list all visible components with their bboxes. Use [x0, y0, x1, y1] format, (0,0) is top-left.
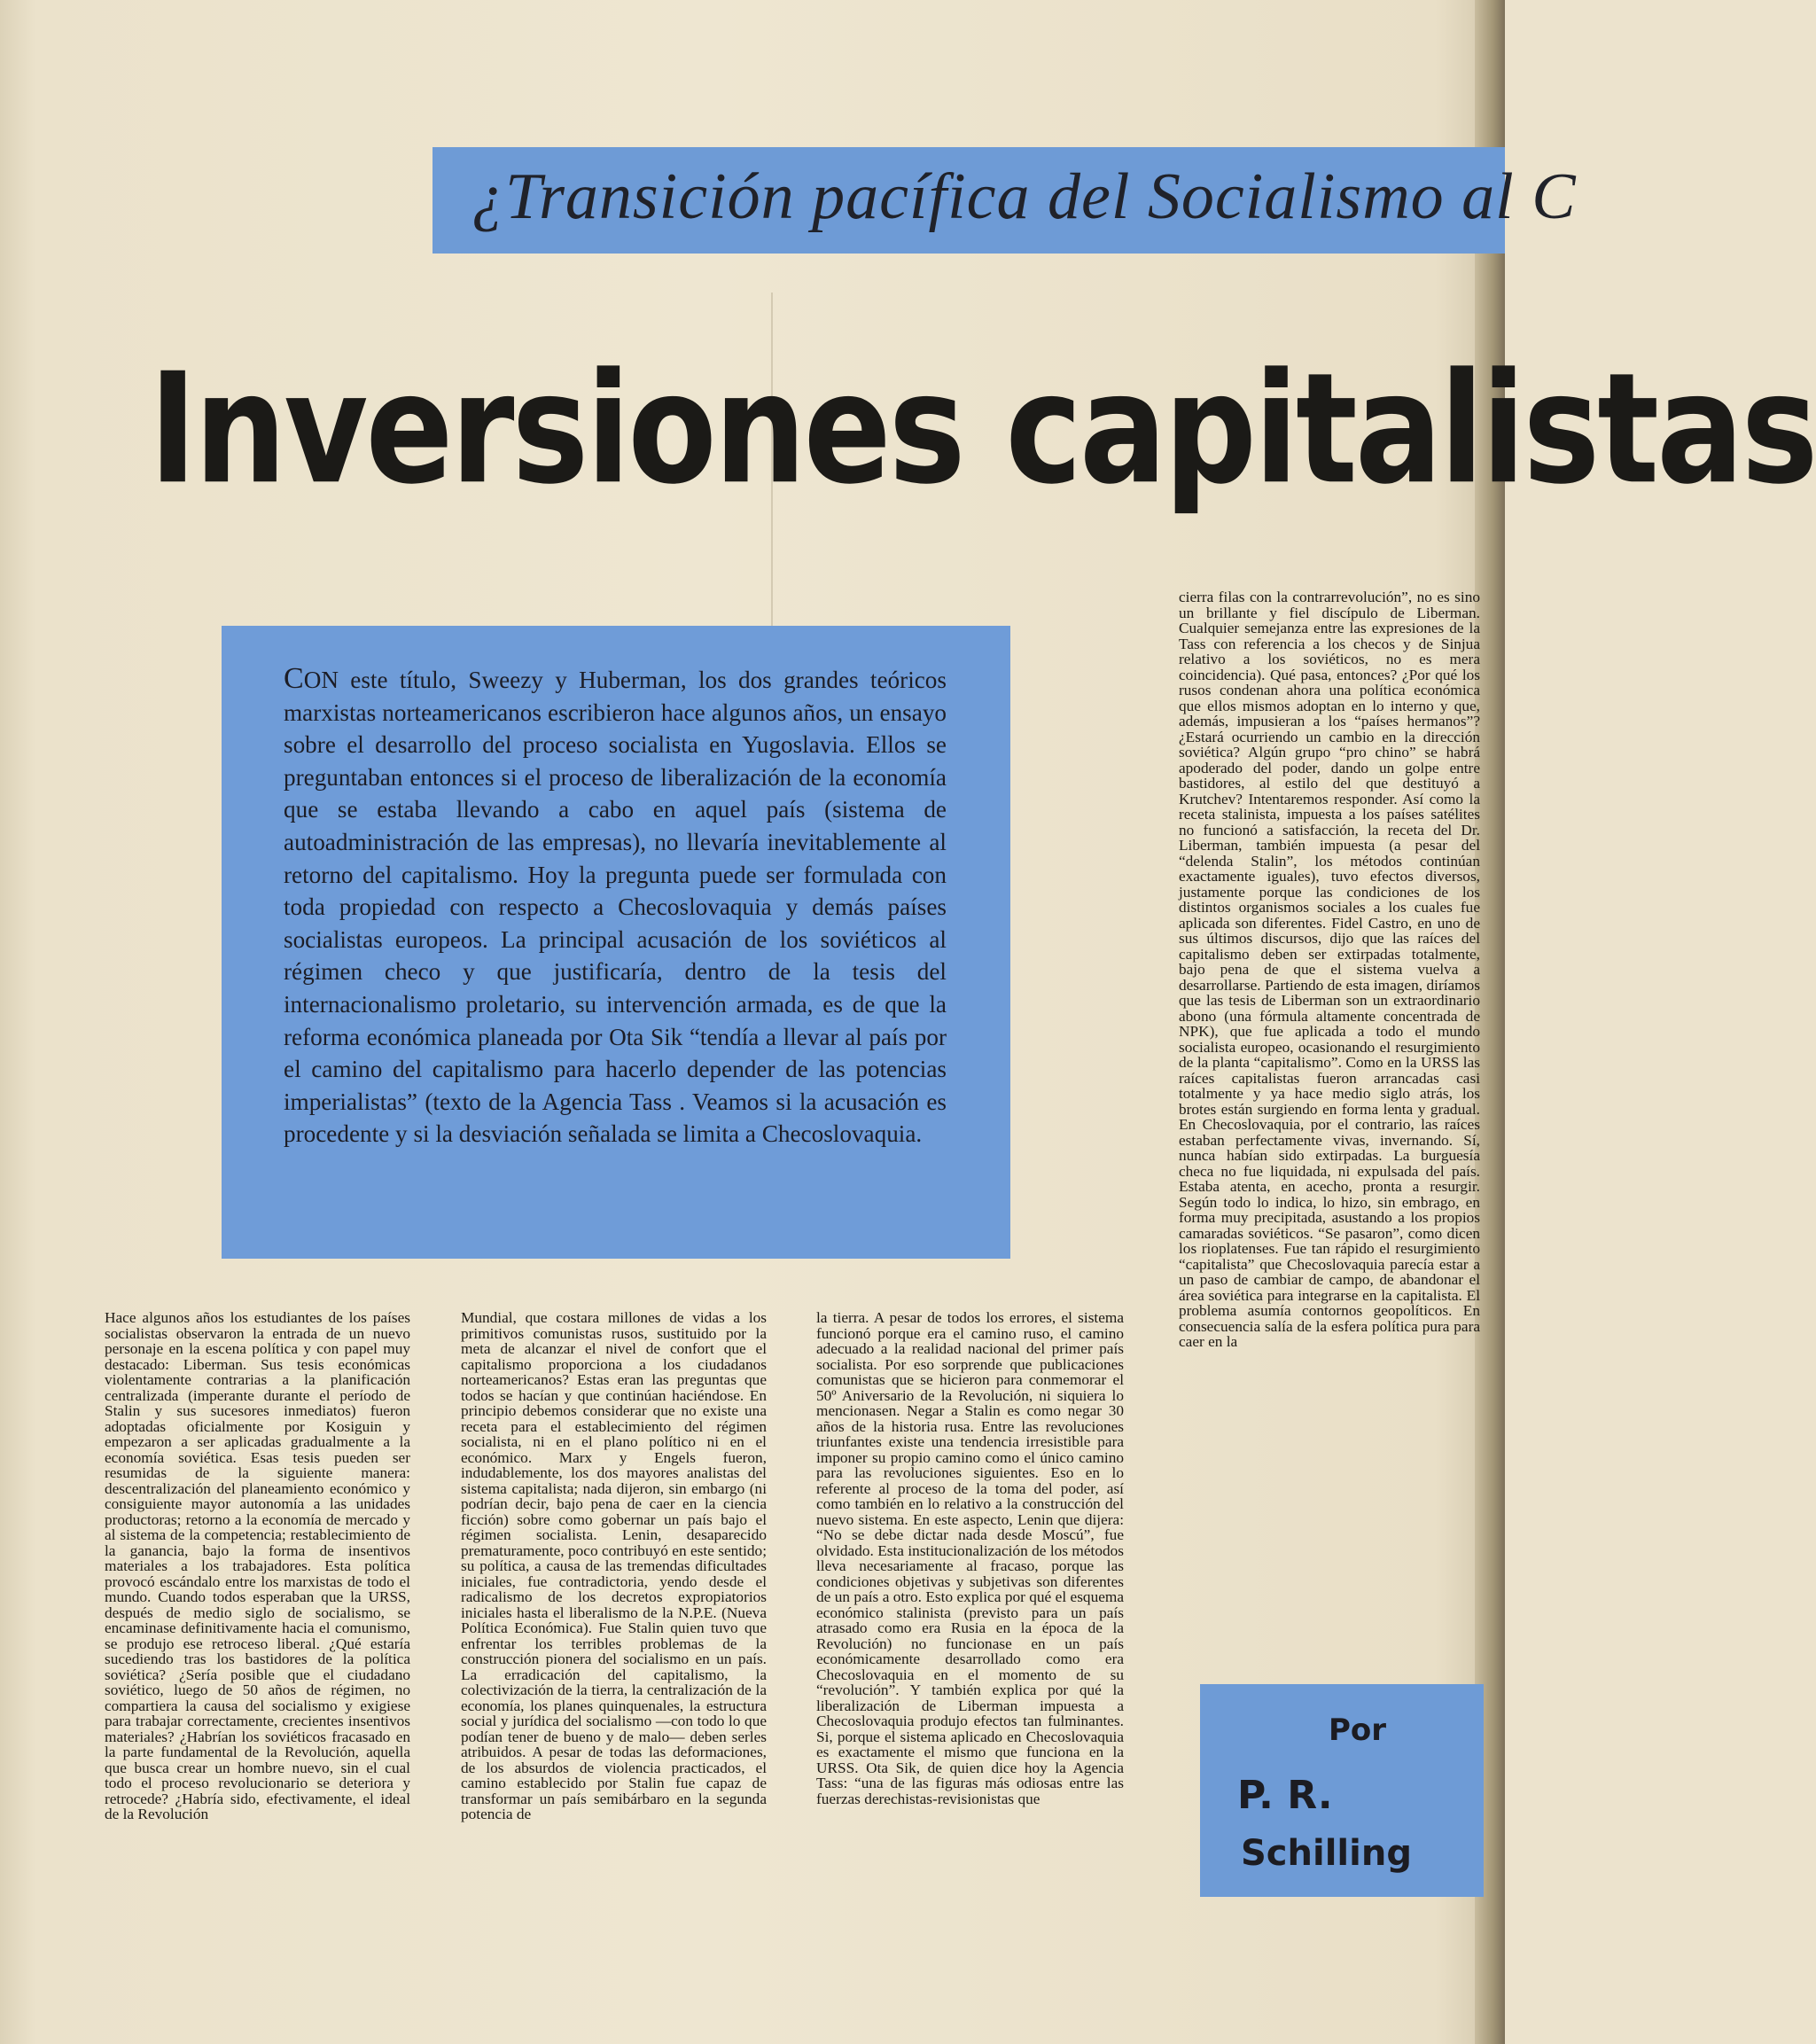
intro-box: [222, 626, 1010, 1259]
kicker-title: ¿Transición pacífica del Socialismo al C: [472, 160, 1577, 233]
article-column-3: la tierra. A pesar de todos los errores, el sistema funcionó porque era el camino ruso, el camino adecuado a la realidad nacional del primer país socialista. Por eso sorprende que publicaciones comunistas que se hicieron para conmemorar el 50º Aniversario de la Revolución, ni siquiera lo mencionasen. Negar a Stalin es como negar 30 años de la historia rusa. Entre las revoluciones triunfantes existe una tendencia irresistible para imponer su propio camino como el único camino para las revoluciones siguientes. Eso en lo referente al proceso de la toma del poder, así como también en lo relativo a la construcción del nuevo sistema. En este aspecto, Lenin que dijera: “No se debe dictar nada desde Moscú”, fue olvidado. Esta institucionalización de los métodos lleva necesariamente al fracaso, porque las condiciones objetivas y subjetivas son diferentes de un país a otro. Esto explica por qué el esquema económico stalinista (previsto para un país atrasado como era Rusia en la época de la Revolución) no funcionase en un país económicamente desarrollado como era Checoslovaquia en el momento de su “revolución”. Y también explica por qué la liberalización de Liberman impuesta a Checoslovaquia produjo efectos tan fulminantes. Si, porque el sistema aplicado en Checoslovaquia es exactamente el mismo que funciona en la URSS. Ota Sik, de quien dice hoy la Agencia Tass: “una de las figuras más odiosas entre las fuerzas derechistas-revisionistas que: [816, 1309, 1124, 1807]
bleed-through-text: [218, 222, 233, 283]
article-column-4: cierra filas con la contrarrevolución”, no es sino un brillante y fiel discípulo de Liberman. Cualquier semejanza entre las expresiones de la Tass con referencia a los checos y de Sinjua relativo a los soviéticos, no es mera coincidencia). Qué pasa, entonces? ¿Por qué los rusos condenan ahora una política económica que ellos mismos adoptan en lo interno y que, además, impusieran a los “países hermanos”? ¿Estará ocurriendo un cambio en la dirección soviética? Algún grupo “pro chino” se habrá apoderado del poder, dando un golpe entre bastidores, al estilo del que destituyó a Krutchev? Intentaremos responder. Así como la receta stalinista, impuesta a los países satélites no funcionó a satisfacción, la receta del Dr. Liberman, también impuesta (a pesar del “delenda Stalin”, los métodos continúan exactamente iguales), tuvo efectos diversos, justamente porque las condiciones de los distintos organismos sociales a los cuales fue aplicada son diferentes. Fidel Castro, en uno de sus últimos discursos, dijo que las raíces del capitalismo deben ser extirpadas totalmente, bajo pena de que el sistema vuelva a desarrollarse. Partiendo de esta imagen, diríamos que las tesis de Liberman son un extraordinario abono (una fórmula altamente concentrada de NPK), que fue aplicada a todo el mundo socialista europeo, ocasionando el resurgimiento de la planta “capitalismo”. Como en la URSS las raíces capitalistas fueron arrancadas casi totalmente y ya hace medio siglo atrás, los brotes están surgiendo en forma lenta y gradual. En Checoslovaquia, por el contrario, las raíces estaban perfectamente vivas, invernando. Sí, nunca habían sido extirpadas. La burguesía checa no fue liquidada, ni expulsada del país. Estaba atenta, en acecho, pronta a resurgir. Según todo lo indica, lo hizo, sin embrago, en forma muy precipitada, asustando a los propios camaradas soviéticos. “Se pasaron”, como dicen los rioplatenses. Fue tan rápido el resurgimiento “capitalista” que Checoslovaquia parecía estar a un paso de cambiar de campo, de abandonar el área soviética para integrarse en la capitalista. El problema asumía contornos geopolíticos. En consecuencia salía de la esfera política pura para caer en la: [1179, 589, 1480, 1350]
byline-box: [1200, 1684, 1484, 1897]
intro-dropcap: C: [284, 662, 304, 695]
intro-body: ON este título, Sweezy y Huberman, los dos grandes teóricos marxistas norteamericanos escribieron hace algunos años, un ensayo sobre el desarrollo del proceso socialista en Yugoslavia. Ellos se preguntaban entonces si el proceso de liberalización de la economía que se estaba llevando a cabo en aquel país (sistema de autoadministración de las empresas), no llevaría inevitablemente al retorno del capitalismo. Hoy la pregunta puede ser formulada con toda propiedad con respecto a Checoslovaquia y demás países socialistas europeos. La principal acusación de los soviéticos al régimen checo y que justificaría, dentro de la tesis del internacionalismo proletario, su intervención armada, es de que la reforma económica planeada por Ota Sik “tendía a llevar al país por el camino del capitalismo para hacerlo depender de las potencias imperialistas” (texto de la Agencia Tass . Veamos si la acusación es procedente y si la desviación señalada se limita a Checoslovaquia.: [284, 667, 947, 1148]
byline-name: Schilling: [1241, 1833, 1412, 1874]
headline: Inversiones capitalistas: [149, 340, 1816, 519]
intro-text: [284, 663, 947, 1151]
byline-initials: P. R.: [1237, 1773, 1333, 1818]
article-column-1: Hace algunos años los estudiantes de los países socialistas observaron la entrada de un nuevo personaje en la escena política y con papel muy destacado: Liberman. Sus tesis económicas violentamente contrarias a la planificación centralizada (imperante durante el período de Stalin y sus sucesores inmediatos) fueron adoptadas oficialmente por Kosiguin y empezaron a ser aplicadas gradualmente a la economía soviética. Esas tesis pueden ser resumidas de la siguiente manera: descentralización del planeamiento económico y consiguiente mayor autonomía a las unidades productoras; retorno a la economía de mercado y al sistema de la competencia; restablecimiento de la ganancia, bajo la forma de insentivos materiales a los trabajadores. Esta política provocó escándalo entre los marxistas de todo el mundo. Cuando todos esperaban que la URSS, después de medio siglo de socialismo, se encaminase definitivamente hacia el comunismo, se produjo ese retroceso liberal. ¿Qué estaría sucediendo tras los bastidores de la política soviética? ¿Sería posible que el ciudadano soviético, luego de 50 años de régimen, no compartiera la causa del socialismo y exigiese para trabajar correctamente, crecientes insentivos materiales? ¿Habrían los soviéticos fracasado en la parte fundamental de la Revolución, aquella que busca crear un hombre nuevo, sin el cual todo el proceso revolucionario se deteriora y retrocede? ¿Habría sido, efectivamente, el ideal de la Revolución: [105, 1309, 410, 1822]
byline-por: Por: [1328, 1712, 1386, 1748]
kicker-banner: [433, 147, 1577, 254]
article-column-2: Mundial, que costara millones de vidas a los primitivos comunistas rusos, sustituido por la meta de alcanzar el nivel de confort que el capitalismo proporciona a los ciudadanos norteamericanos? Estas eran las preguntas que todos se hacían y que continúan haciéndose. En principio debemos considerar que no existe una receta para el establecimiento del régimen socialista, ni en el plano político ni en el económico. Marx y Engels fueron, indudablemente, los dos mayores analistas del sistema capitalista; nada dijeron, sin embargo (ni podrían decir, bajo pena de caer en la ciencia ficción) sobre como gobernar un país bajo el régimen socialista. Lenin, desaparecido prematuramente, poco contribuyó en este sentido; su política, a causa de las tremendas dificultades iniciales, fue contradictoria, yendo desde el radicalismo de los decretos expropiatorios iniciales hasta el liberalismo de la N.P.E. (Nueva Política Económica). Fue Stalin quien tuvo que enfrentar los terribles problemas de la construcción pionera del socialismo en un país. La erradicación del capitalismo, la colectivización de la tierra, la centralización de la economía, los planes quinquenales, la estructura social y jurídica del socialismo —con todo lo que podían tener de bueno y de malo— deben serles atribuidos. A pesar de todas las deformaciones, de los absurdos de violencia practicados, el camino establecido por Stalin fue capaz de transformar un país semibárbaro en la segunda potencia de: [461, 1309, 767, 1822]
